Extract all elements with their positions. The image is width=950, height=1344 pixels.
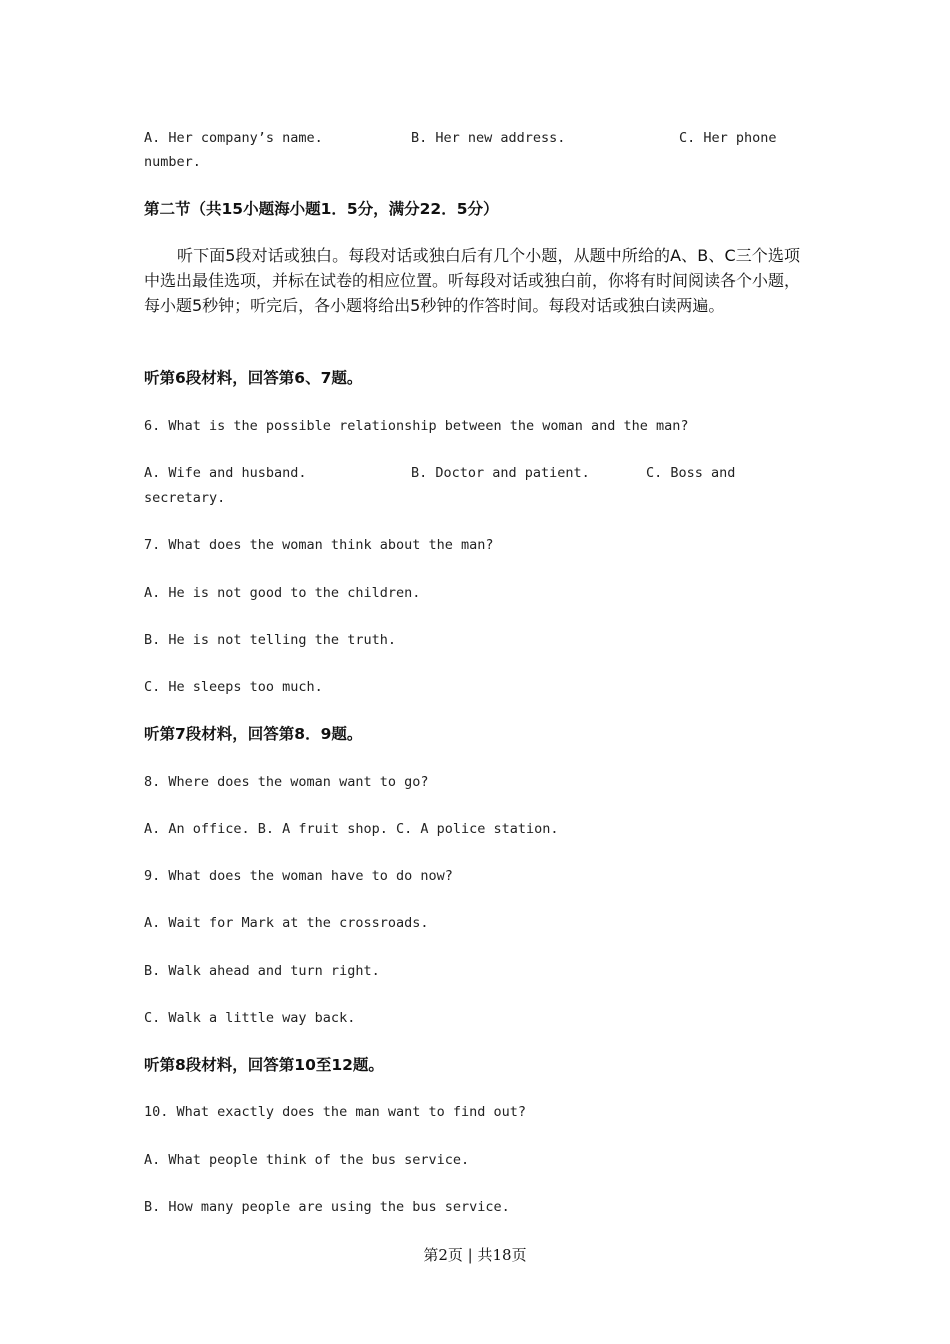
question-9: 9. What does the woman have to do now? [144, 868, 453, 884]
q8-options: A. An office. B. A fruit shop. C. A police station. [144, 821, 559, 837]
q6-options-row [144, 461, 804, 485]
question-6: 6. What is the possible relationship between the woman and the man? [144, 418, 689, 434]
q10-option-b: B. How many people are using the bus service. [144, 1199, 510, 1215]
q5-option-c-continued: number. [144, 154, 201, 170]
q6-option-c-continued: secretary. [144, 490, 226, 506]
question-8: 8. Where does the woman want to go? [144, 774, 429, 790]
q5-option-c: C. Her phone [679, 130, 777, 146]
section2-title: 第二节（共15小题海小题1．5分，满分22．5分） [144, 200, 499, 218]
q9-option-a: A. Wait for Mark at the crossroads. [144, 915, 429, 931]
q5-option-b: B. Her new address. [411, 130, 566, 146]
page-footer: 第2页 | 共18页 [423, 1246, 527, 1264]
part6-heading: 听第6段材料，回答第6、7题。 [144, 369, 363, 387]
q6-option-b: B. Doctor and patient. [411, 465, 590, 481]
section2-instructions: 听下面5段对话或独白。每段对话或独白后有几个小题，从题中所给的A、B、C三个选项中选出最佳选项，并标在试卷的相应位置。听每段对话或独白前，你将有时间阅读各个小题，每小题5秒钟；听完后，各小题将给出5秒钟的作答时间。每段对话或独白读两遍。 [144, 246, 801, 315]
question-7: 7. What does the woman think about the man? [144, 537, 494, 553]
q6-option-a: A. Wife and husband. [144, 465, 307, 481]
q9-option-c: C. Walk a little way back. [144, 1010, 356, 1026]
q7-option-c: C. He sleeps too much. [144, 679, 323, 695]
q5-options-row [144, 126, 804, 150]
q6-option-c: C. Boss and [646, 465, 736, 481]
q7-option-a: A. He is not good to the children. [144, 585, 421, 601]
question-10: 10. What exactly does the man want to find out? [144, 1104, 527, 1120]
part7-heading: 听第7段材料，回答第8．9题。 [144, 725, 363, 743]
q10-option-a: A. What people think of the bus service. [144, 1152, 470, 1168]
q7-option-b: B. He is not telling the truth. [144, 632, 396, 648]
q9-option-b: B. Walk ahead and turn right. [144, 963, 380, 979]
part8-heading: 听第8段材料，回答第10至12题。 [144, 1056, 384, 1074]
q5-option-a: A. Her company’s name. [144, 130, 323, 146]
